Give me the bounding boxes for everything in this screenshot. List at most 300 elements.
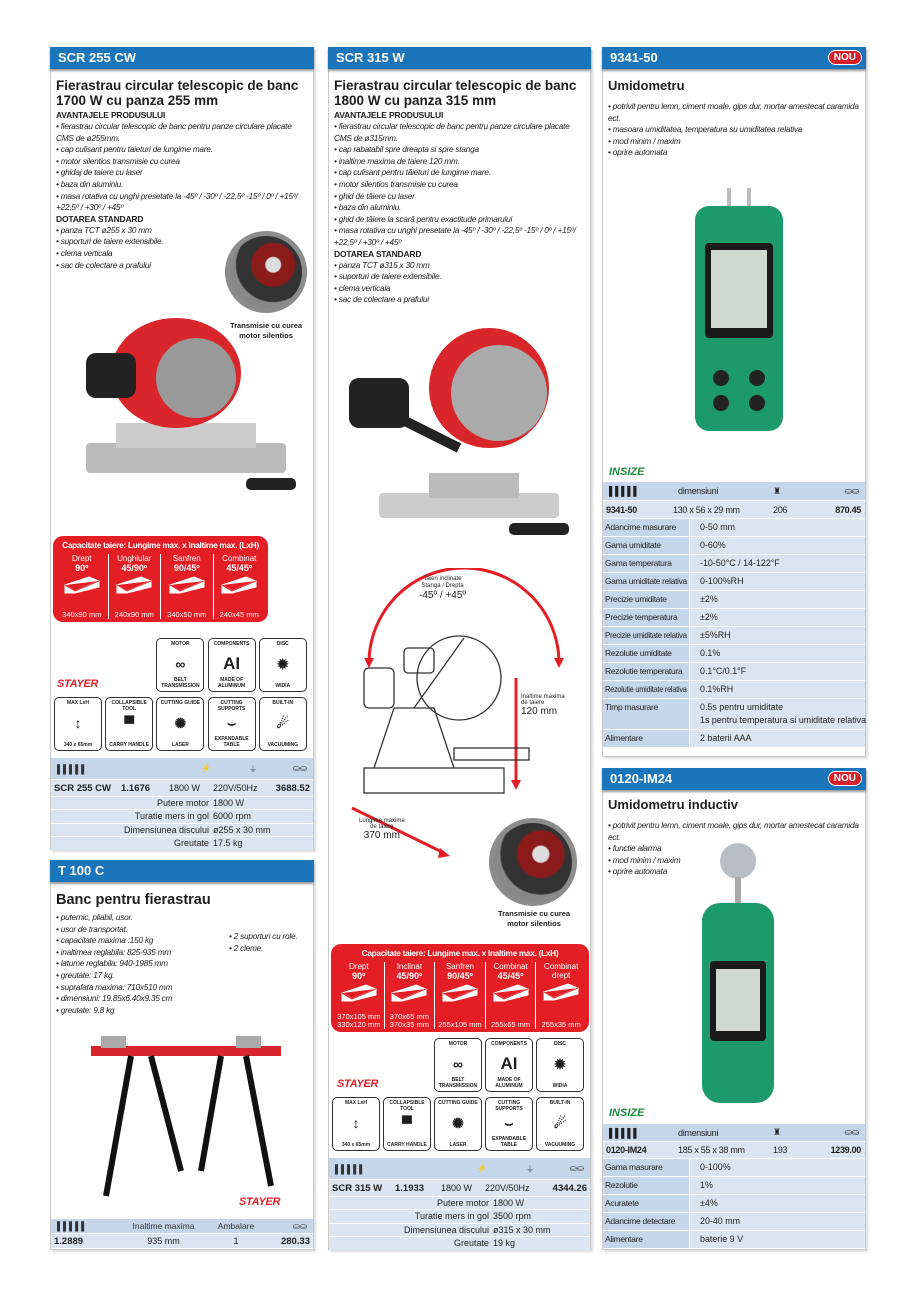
product-title — [334, 78, 576, 108]
feature-top-label: MOTOR — [171, 641, 190, 647]
voltage: 220V/50Hz — [213, 783, 258, 793]
title-line: 1800 W cu panza 315 mm — [334, 93, 497, 108]
spec-value: ±4% — [700, 1198, 718, 1208]
product-card-9341-50 — [602, 47, 866, 757]
spec-values — [690, 555, 865, 572]
spec-value: ø255 x 30 mm — [213, 824, 271, 835]
feature-bottom-text: LASER — [449, 1142, 467, 1148]
feature-bullet: • dimensiuni: 19.85x6.40x9.35 cm — [56, 993, 173, 1004]
cut-dimension: 255x65 mm — [490, 1020, 531, 1029]
spec-row — [603, 554, 865, 572]
spec-values — [690, 1177, 865, 1194]
spec-label-cell — [603, 1213, 690, 1230]
spec-value: 19 kg — [493, 1238, 516, 1249]
voltage: 220V/50Hz — [485, 1183, 530, 1193]
product-code: 9341-50 — [606, 504, 637, 515]
product-description — [334, 110, 586, 306]
feature-icon — [434, 1097, 482, 1151]
feature-glyph-icon: AI — [500, 1054, 518, 1073]
product-card-scr-255-cw — [50, 47, 314, 850]
power: 1800 W — [441, 1183, 473, 1193]
spec-label: Turatie mers in gol — [414, 1211, 489, 1222]
spec-rows — [603, 1158, 865, 1248]
spec-label: Gama umiditate — [605, 540, 661, 550]
feature-bottom-text: VACUUMING — [544, 1142, 576, 1148]
advantage-bullet: • motor silentios transmisie cu curea — [334, 178, 458, 189]
feature-glyph-icon: ↕ — [352, 1115, 360, 1131]
feature-bottom-text: WIDIA — [552, 1083, 568, 1089]
spec-values — [690, 627, 865, 644]
advantage-bullet: • fierastrau circular telescopic de banc pentru panze circulare placate CMS de ø255mm. — [56, 121, 292, 143]
spec-label-cell — [603, 663, 690, 680]
summary-table — [329, 1158, 590, 1250]
spec-label: Precizie temperatura — [605, 612, 678, 622]
cut-dimension: 330x120 mm — [337, 1020, 381, 1029]
new-badge: NOU — [828, 771, 862, 786]
cut-type-name: Unghiular — [117, 554, 152, 563]
feature-bullet: • inaltimea reglabila: 825-935 mm — [56, 946, 172, 957]
package-qty: 1 — [233, 1236, 239, 1246]
tilt-label: Taieri inclinate Stanga / Drepta -45º / +45º — [419, 576, 467, 601]
feature-icon — [536, 1097, 584, 1151]
spec-rows — [603, 518, 865, 747]
spec-row — [603, 1194, 865, 1212]
spec-label: Adancime masurare — [605, 522, 676, 532]
spec-value: ø315 x 30 mm — [493, 1224, 551, 1235]
article-number: 1.1933 — [395, 1182, 425, 1194]
bullet-list — [334, 121, 586, 249]
price-coins-icon: ⛀⛀ — [292, 763, 307, 773]
price-coins-icon: ⛀⛀ — [292, 1220, 307, 1231]
product-title: Umidometru inductiv — [608, 797, 739, 812]
article-number: 1.2889 — [54, 1235, 84, 1247]
feature-bullet: • usor de transportat. — [56, 923, 128, 934]
feature-bottom-label — [486, 1135, 532, 1148]
wood-block-icon — [340, 983, 378, 1003]
product-code-header: T 100 C — [50, 860, 314, 882]
spec-label-cell — [603, 1159, 690, 1176]
advantage-bullet: • baza din aluminiu. — [56, 178, 124, 189]
cut-dimension: 240x45 mm — [219, 610, 259, 619]
belt-transmission-inset-image — [489, 818, 577, 906]
feature-icons — [329, 1038, 592, 1152]
bullet-list — [608, 101, 864, 159]
spec-value: 0.1% — [700, 648, 721, 658]
feature-glyph-icon: ✹ — [276, 656, 289, 672]
feature-glyph-icon: ∞ — [175, 656, 186, 672]
advantage-bullet: • fierastrau circular telescopic de banc pentru panze circulare placate CMS de ø315mm. — [334, 121, 570, 143]
spec-label: Timp masurare — [605, 702, 658, 712]
feature-icon — [332, 1097, 380, 1151]
cut-angle: 90º — [75, 563, 89, 573]
spec-label: Rezolutie umiditate — [605, 648, 672, 658]
cut-dimensions — [536, 1021, 586, 1029]
advantages-heading: AVANTAJELE PRODUSULUI — [334, 110, 444, 120]
product-code: SCR 315 W — [332, 1182, 383, 1194]
cutting-capacity-title: Capacitate taiere: Lungime max. x Inaltime max. (LxH) — [361, 948, 559, 958]
feature-top-label: DISC — [554, 1041, 566, 1047]
feature-bottom-label — [157, 676, 203, 689]
spec-label-cell — [603, 627, 690, 644]
standard-heading: DOTAREA STANDARD — [334, 248, 422, 259]
spec-value: 17.5 kg — [213, 838, 243, 849]
barcode-icon: ▌▌▌▌▌ — [335, 1163, 366, 1174]
spec-row — [603, 536, 865, 554]
spec-value: ±2% — [700, 612, 718, 622]
feature-bottom-label — [333, 1135, 379, 1148]
feature-bullet: • functie alarma — [608, 843, 662, 854]
cut-dimensions — [486, 1021, 536, 1029]
feature-icon — [156, 638, 204, 692]
bullet-list — [229, 931, 319, 954]
spec-label: Greutate — [173, 838, 209, 849]
price-coins-icon: ⛀⛀ — [844, 1127, 859, 1137]
feature-icon — [485, 1038, 533, 1092]
capacity-columns — [334, 962, 586, 1029]
cut-angle: 45/45º — [497, 971, 524, 981]
spec-label: Gama masurare — [605, 1162, 663, 1172]
cutting-capacity-box — [331, 944, 589, 1032]
capacity-column — [160, 554, 213, 619]
spec-rows — [329, 1196, 590, 1250]
spec-value: 0-100% — [700, 1162, 731, 1172]
price-coins-icon: ⛀⛀ — [569, 1163, 584, 1173]
price: 3688.52 — [275, 782, 310, 794]
feature-icon — [259, 697, 307, 751]
feature-bottom-label — [486, 1076, 532, 1089]
dimensions: 185 x 55 x 38 mm — [678, 1145, 745, 1155]
advantage-bullet: • cap culisant pentru tăieturi de lungime mare. — [334, 167, 491, 178]
spec-value: 1% — [700, 1180, 713, 1190]
cut-dimension: 255x35 mm — [541, 1020, 581, 1029]
feature-bottom-label — [435, 1076, 481, 1089]
capacity-column — [485, 962, 536, 1029]
spec-label-cell — [603, 555, 690, 572]
feature-bottom-text: EXPANDABLE TABLE — [214, 736, 249, 748]
product-title — [56, 78, 298, 108]
spec-label-cell — [603, 591, 690, 608]
cut-dimension: 240x90 mm — [114, 610, 154, 619]
feature-icon — [383, 1097, 431, 1151]
wood-block-icon — [220, 575, 258, 595]
spec-label-cell — [603, 519, 690, 536]
spec-row — [51, 809, 313, 822]
feature-icon — [54, 697, 102, 751]
cut-dimension: 340x50 mm — [167, 610, 207, 619]
inset-caption: Transmisie cu curea motor silentios — [497, 909, 571, 928]
saw-stand-image — [71, 1021, 301, 1201]
feature-glyph-icon: AI — [223, 654, 241, 673]
wood-block-icon — [63, 575, 101, 595]
feature-top-label: BUILT-IN — [272, 700, 294, 706]
capacity-column — [334, 962, 384, 1029]
advantage-bullet: • ghid de tăiere cu laser — [334, 190, 415, 201]
spec-value: baterie 9 V — [700, 1234, 744, 1244]
spec-table — [603, 482, 865, 747]
accessory-bullet: • 2 suporturi cu role. — [229, 931, 298, 941]
spec-row — [603, 729, 865, 747]
feature-icon — [156, 697, 204, 751]
spec-row — [603, 680, 865, 698]
spec-row — [51, 796, 313, 809]
spec-label: Putere motor — [436, 1198, 489, 1208]
feature-bottom-label — [384, 1135, 430, 1148]
dimensions-header: dimensiuni — [678, 486, 719, 496]
standard-bullet: • sac de colectare a prafului — [56, 259, 151, 270]
spec-table — [603, 1124, 865, 1248]
spec-label-cell — [603, 537, 690, 554]
spec-value: 0-100%RH — [700, 576, 744, 586]
max-height-label: Inaltime maxima de taiere 120 mm — [521, 694, 565, 717]
advantage-bullet: • cap culisant pentru taieturi de lungime mare. — [56, 144, 213, 155]
standard-bullet: • panza TCT ø255 x 30 mm — [56, 224, 152, 235]
feature-icon — [485, 1097, 533, 1151]
plug-icon: ⏚ — [525, 1163, 535, 1174]
cut-angle: 90º — [352, 971, 366, 981]
plug-icon: ⏚ — [248, 763, 258, 774]
insize-logo: INSIZE — [609, 1107, 645, 1119]
product-code-header: SCR 315 W — [328, 47, 591, 69]
spec-value: 3500 rpm — [493, 1211, 532, 1222]
cut-dimensions — [214, 611, 266, 619]
feature-bullet: • suprafata maxima: 710x510 mm — [56, 981, 173, 992]
spec-value: 1800 W — [493, 1198, 525, 1208]
spec-value: 0.1%RH — [700, 684, 734, 694]
feature-bullet: • masoara umiditatea, temperatura su umiditatea relativa — [608, 124, 803, 135]
miter-saw-image — [56, 293, 306, 508]
spec-values — [690, 537, 865, 554]
feature-bottom-text: LASER — [171, 742, 189, 748]
package-header: Ambalare — [217, 1221, 255, 1231]
feature-bottom-label — [209, 735, 255, 748]
spec-values — [690, 1231, 865, 1248]
weight-icon: ♜ — [773, 485, 781, 496]
spec-value: 2 baterii AAA — [700, 733, 752, 743]
spec-value: -10-50°C / 14-122°F — [700, 558, 780, 568]
insize-logo: INSIZE — [609, 466, 645, 478]
feature-bullet: • oprire automata — [608, 147, 668, 158]
barcode-icon: ▌▌▌▌▌ — [57, 1221, 88, 1231]
spec-values — [690, 573, 865, 590]
cut-dimensions — [334, 1013, 384, 1029]
advantage-bullet: • cap rabatabil spre dreapta si spre stanga — [334, 144, 479, 155]
spec-label: Precizie umiditate — [605, 594, 667, 604]
wood-block-icon — [115, 575, 153, 595]
power: 1800 W — [169, 783, 201, 793]
moisture-meter-image — [691, 188, 787, 433]
cut-dimensions — [385, 1013, 435, 1029]
spec-label: Putere motor — [156, 798, 209, 808]
feature-top-label: COMPONENTS — [491, 1041, 527, 1047]
spec-row — [603, 644, 865, 662]
spec-label: Gama umiditate relativa — [605, 576, 687, 586]
bullet-list — [56, 912, 226, 1016]
spec-value: ±2% — [700, 594, 718, 604]
spec-label: Acuratete — [605, 1198, 639, 1208]
spec-label: Rezolutie umiditate relativa — [605, 684, 687, 694]
price-coins-icon: ⛀⛀ — [844, 485, 859, 496]
accessory-bullet: • 2 cleme. — [229, 942, 264, 953]
capacity-column — [56, 554, 108, 619]
spec-value: 0.5s pentru umiditate — [700, 702, 784, 712]
product-title: Umidometru — [608, 78, 685, 93]
feature-glyph-icon: ⌣ — [226, 715, 237, 731]
cut-type-name: Inclinat — [396, 962, 423, 971]
feature-top-label: CUTTING GUIDE — [160, 700, 201, 706]
standard-bullet: • clema verticala — [334, 282, 391, 293]
feature-bottom-label — [435, 1135, 481, 1148]
spec-values — [690, 681, 865, 698]
product-code: SCR 255 CW — [54, 782, 112, 794]
spec-values — [690, 1159, 865, 1176]
feature-bullet: • capacitate maxima :150 kg — [56, 935, 154, 946]
spec-values — [690, 663, 865, 680]
spec-row — [603, 1230, 865, 1248]
cut-type-name: Drept — [349, 962, 369, 971]
inset-caption: Transmisie cu curea motor silentios — [229, 321, 303, 340]
title-line: 1700 W cu panza 255 mm — [56, 93, 219, 108]
spec-values — [690, 591, 865, 608]
spec-value: 1s pentru temperatura si umiditate relativa — [700, 715, 867, 725]
feature-bottom-label — [106, 735, 152, 748]
spec-value: 0-60% — [700, 540, 726, 550]
spec-label: Turatie mers in gol — [134, 811, 209, 822]
feature-top-label: COLLAPSIBLE TOOL — [111, 700, 147, 712]
spec-row — [603, 626, 865, 644]
feature-bottom-label — [157, 735, 203, 748]
dimensions-header: dimensiuni — [678, 1127, 719, 1138]
spec-rows — [51, 796, 313, 850]
advantage-bullet: • inaltime maxima de taiere 120 mm. — [334, 155, 460, 166]
spec-label-cell — [603, 645, 690, 662]
spec-label: Adancime detectare — [605, 1216, 676, 1226]
wood-block-icon — [168, 575, 206, 595]
feature-top-label: MOTOR — [448, 1041, 468, 1047]
feature-bottom-label — [55, 735, 101, 748]
cut-dimension: 255x105 mm — [438, 1020, 482, 1029]
advantage-bullet: • masa rotativa cu unghi presetate la -45º / -30º / -22,5º -15º / 0º / +15º/ +22,5º / +30º / +45º — [334, 225, 576, 247]
feature-glyph-icon: ☄ — [276, 715, 290, 731]
feature-bullet: • potrivit pentru lemn, ciment moale, gips dur, mortar amestecat caramida ect. — [608, 820, 859, 842]
feature-bottom-text: CARRY HANDLE — [109, 742, 150, 748]
feature-glyph-icon: ↕ — [74, 715, 82, 731]
advantage-bullet: • motor silentios transmisie cu curea — [56, 155, 180, 166]
spec-label: Precizie umiditate relativa — [605, 630, 687, 640]
barcode-icon: ▌▌▌▌▌ — [609, 1127, 640, 1138]
capacity-column — [108, 554, 161, 619]
feature-glyph-icon: ☄ — [553, 1115, 567, 1131]
spec-value: 6000 rpm — [213, 811, 252, 822]
feature-glyph-icon: ▀ — [402, 1115, 412, 1131]
max-length-label: Lungime maxima de taiere 370 mm — [359, 818, 405, 841]
spec-label-cell — [603, 609, 690, 626]
feature-bullet: • latume reglabila: 940-1985 mm — [56, 958, 168, 969]
feature-icon — [105, 697, 153, 751]
spec-value: 1800 W — [213, 798, 245, 808]
product-code-header: 9341-50 NOU — [602, 47, 866, 69]
feature-bullet: • greutate: 9.8 kg — [56, 1004, 115, 1015]
feature-top-label: MAX LxH — [67, 700, 89, 706]
feature-icon — [434, 1038, 482, 1092]
spec-label: Alimentare — [605, 1234, 643, 1244]
product-code-header: 0120-IM24 NOU — [602, 768, 866, 790]
spec-label-cell — [603, 730, 690, 747]
spec-label: Rezolutie temperatura — [605, 666, 683, 676]
feature-top-label: DISC — [276, 641, 289, 647]
feature-glyph-icon: ∞ — [453, 1056, 463, 1072]
feature-top-label: MAX LxH — [345, 1100, 367, 1106]
spec-values — [690, 699, 868, 729]
cut-dimension: 340x90 mm — [62, 610, 102, 619]
spec-row — [603, 1176, 865, 1194]
max-height: 935 mm — [147, 1236, 180, 1246]
cut-type-name: Sanfren — [445, 962, 474, 971]
spec-row — [603, 698, 865, 729]
spec-row — [603, 608, 865, 626]
miter-saw-image — [339, 313, 579, 553]
standard-bullet: • sac de colectare a prafului — [334, 294, 429, 305]
weight-icon: ♜ — [773, 1127, 781, 1137]
feature-glyph-icon: ▀ — [124, 715, 135, 731]
feature-bottom-label — [260, 735, 306, 748]
feature-glyph-icon: ⌣ — [504, 1115, 514, 1131]
title-line: Fierastrau circular telescopic de banc — [56, 78, 299, 93]
feature-glyph-icon: ✺ — [174, 715, 187, 731]
cut-type-name: Combinat drept — [544, 962, 579, 980]
spec-label-cell — [603, 1231, 690, 1248]
cut-angle: 90/45º — [447, 971, 473, 981]
spec-row — [329, 1223, 590, 1236]
standard-bullet: • panza TCT ø315 x 30 mm — [334, 259, 430, 270]
spec-row — [603, 1212, 865, 1230]
feature-icons — [51, 638, 315, 752]
spec-values — [690, 519, 865, 536]
barcode-icon: ▌▌▌▌▌ — [609, 486, 640, 496]
standard-bullet: • clema verticala — [56, 247, 113, 258]
feature-top-label: CUTTING GUIDE — [438, 1100, 478, 1106]
bullet-list — [334, 260, 586, 306]
feature-icon — [208, 638, 256, 692]
spec-row — [603, 1158, 865, 1176]
spec-value: 20-40 mm — [700, 1216, 741, 1226]
spec-label: Gama temperatura — [605, 558, 672, 568]
article-number: 1.1676 — [121, 782, 151, 794]
feature-bottom-label — [537, 1135, 583, 1148]
power-icon: ⚡ — [476, 1163, 488, 1173]
stayer-logo: STAYER — [337, 1078, 379, 1090]
feature-top-label: CUTTING SUPPORTS — [217, 700, 246, 712]
spec-values — [690, 609, 865, 626]
summary-table — [51, 1219, 313, 1248]
spec-values — [690, 1213, 865, 1230]
title-line: Fierastrau circular telescopic de banc — [334, 78, 577, 93]
feature-icon — [259, 638, 307, 692]
advantages-heading: AVANTAJELE PRODUSULUI — [56, 110, 166, 120]
advantage-bullet: • ghid de tăiere la scară pentru exactitude primarului — [334, 213, 513, 224]
spec-values — [690, 1195, 865, 1212]
price: 870.45 — [835, 504, 861, 515]
cut-dimension: 370x105 mm — [337, 1012, 381, 1021]
power-icon: ⚡ — [200, 763, 212, 773]
spec-row — [329, 1209, 590, 1222]
wood-block-icon — [542, 982, 580, 1002]
feature-icon — [208, 697, 256, 751]
capacity-columns — [56, 554, 265, 619]
spec-row — [51, 823, 313, 836]
standard-heading: DOTAREA STANDARD — [56, 213, 144, 224]
height-header: Inaltime maxima — [132, 1221, 195, 1231]
feature-bottom-text: MADE OF ALUMINUM — [495, 1077, 523, 1089]
